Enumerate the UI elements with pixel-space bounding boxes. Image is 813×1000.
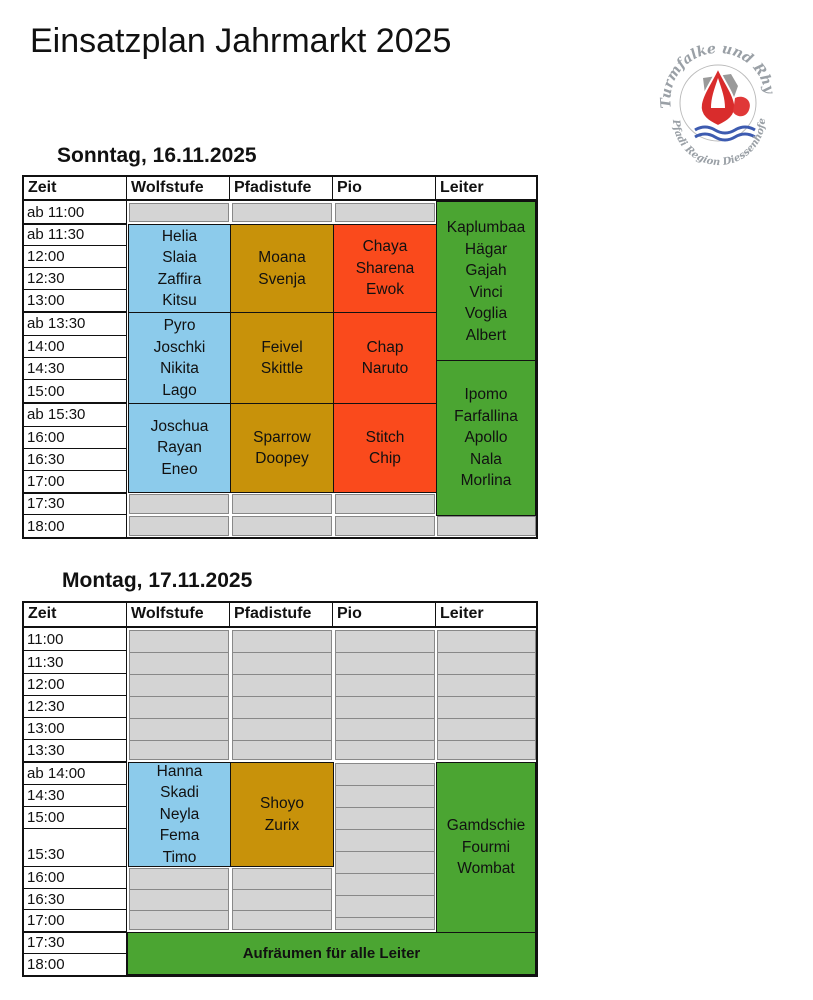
person-name: Stitch: [365, 428, 405, 446]
person-name: Slaia: [162, 249, 197, 266]
time-cell: ab 14:00: [24, 762, 127, 785]
leiter-shift-block: [436, 201, 536, 362]
time-cell: 13:00: [24, 718, 127, 740]
time-cell: 15:00: [24, 380, 127, 403]
time-cell: 15:30: [24, 829, 127, 867]
empty-cell: [335, 763, 435, 930]
empty-cell: [437, 516, 536, 536]
leiter-shift-block: [436, 360, 536, 516]
person-name: Hanna: [156, 762, 203, 780]
empty-cell: [129, 516, 229, 536]
logo-emblem-icon: [643, 38, 793, 168]
person-name: Joschua: [150, 417, 209, 435]
person-name: Gajah: [465, 262, 507, 279]
time-cell: 18:00: [24, 954, 127, 975]
empty-cell: [335, 203, 435, 222]
leiter-shift-block: [436, 762, 536, 933]
empty-cell: [232, 203, 332, 222]
person-name: Sparrow: [253, 428, 311, 446]
time-cell: 12:00: [24, 246, 127, 268]
time-cell: 16:00: [24, 427, 127, 449]
col-header-leiter: Leiter: [436, 177, 536, 201]
person-name: Nikita: [160, 360, 199, 377]
empty-cell: [232, 630, 332, 760]
time-cell: 14:00: [24, 336, 127, 358]
person-name: Shoyo: [260, 795, 304, 812]
person-name: Morlina: [460, 472, 512, 490]
pfadi-shift-block: [230, 403, 334, 493]
col-header-pio: Pio: [333, 177, 436, 201]
col-header-wolfstufe: Wolfstufe: [127, 177, 230, 201]
time-cell: 14:30: [24, 785, 127, 807]
sunday-table: [22, 175, 538, 539]
time-cell: 11:00: [24, 628, 127, 651]
person-name: Joschki: [153, 338, 206, 356]
person-name: Apollo: [464, 429, 508, 447]
time-cell: 11:30: [24, 651, 127, 674]
pio-shift-block: [333, 312, 437, 404]
svg-text:Pfadi Region Diessenhofen: Pfadi Region Diessenhofe: [669, 117, 769, 168]
person-name: Fema: [159, 827, 200, 845]
divider: [24, 311, 127, 313]
person-name: Skittle: [260, 360, 304, 377]
person-name: Voglia: [464, 305, 508, 322]
scout-logo: [643, 38, 793, 168]
person-name: Neyla: [159, 805, 200, 823]
col-header-leiter: Leiter: [436, 603, 536, 628]
pfadi-shift-block: [230, 312, 334, 404]
time-cell: 18:00: [24, 515, 127, 537]
page-title: Einsatzplan Jahrmarkt 2025: [30, 22, 452, 60]
divider: [24, 402, 127, 404]
time-cell: 17:30: [24, 932, 127, 954]
cleanup-block: [127, 932, 536, 975]
wolf-shift-block: [128, 403, 231, 493]
empty-cell: [232, 516, 332, 536]
person-name: Lago: [162, 381, 197, 399]
person-name: Farfallina: [454, 407, 518, 425]
person-name: Helia: [161, 227, 198, 245]
empty-cell: [335, 494, 435, 514]
person-name: Feivel: [261, 338, 303, 356]
time-cell: 16:30: [24, 889, 127, 910]
time-cell: 17:00: [24, 471, 127, 493]
col-header-wolfstufe: Wolfstufe: [127, 603, 230, 628]
empty-cell: [335, 630, 435, 760]
person-name: Rayan: [157, 439, 202, 457]
monday-table: [22, 601, 538, 977]
pio-shift-block: [333, 224, 437, 313]
col-header-zeit: Zeit: [24, 603, 127, 628]
time-cell: 12:30: [24, 268, 127, 290]
time-cell: ab 15:30: [24, 403, 127, 427]
empty-cell: [129, 494, 229, 514]
time-cell: ab 11:00: [24, 201, 127, 224]
person-name: Ipomo: [464, 386, 508, 404]
person-name: Kaplumbaa: [446, 219, 526, 236]
person-name: Gamdschie: [446, 817, 526, 835]
divider: [24, 492, 127, 494]
person-name: Vinci: [469, 283, 503, 301]
person-name: Moana: [258, 249, 306, 266]
col-header-pfadistufe: Pfadistufe: [230, 177, 333, 201]
person-name: Pyro: [163, 317, 196, 334]
person-name: Nala: [470, 450, 502, 468]
time-cell: 16:30: [24, 449, 127, 471]
empty-cell: [129, 203, 229, 222]
person-name: Chip: [369, 450, 401, 467]
person-name: Eneo: [161, 460, 198, 478]
pio-shift-block: [333, 403, 437, 493]
time-cell: 12:00: [24, 674, 127, 696]
pfadi-shift-block: [230, 224, 334, 313]
empty-cell: [437, 630, 536, 760]
sunday-heading: Sonntag, 16.11.2025: [57, 144, 257, 167]
col-header-pio: Pio: [333, 603, 436, 628]
person-name: Sharena: [355, 259, 415, 277]
empty-cell: [232, 494, 332, 514]
person-name: Albert: [465, 326, 507, 344]
divider: [24, 223, 127, 225]
person-name: Timo: [162, 848, 197, 866]
person-name: Zaffira: [157, 270, 202, 288]
person-name: Chap: [366, 338, 404, 356]
wolf-shift-block: [128, 224, 231, 313]
col-header-zeit: Zeit: [24, 177, 127, 201]
time-cell: 17:30: [24, 493, 127, 515]
empty-cell: [232, 868, 332, 930]
person-name: Hägar: [464, 240, 508, 258]
wolf-shift-block: [128, 762, 231, 867]
time-cell: 13:00: [24, 290, 127, 312]
cleanup-label: Aufräumen für alle Leiter: [242, 944, 421, 962]
divider: [24, 931, 127, 933]
time-cell: ab 11:30: [24, 224, 127, 246]
divider: [24, 761, 127, 763]
empty-cell: [335, 516, 435, 536]
person-name: Ewok: [366, 281, 404, 299]
person-name: Wombat: [457, 860, 515, 878]
person-name: Skadi: [160, 784, 199, 802]
empty-cell: [129, 868, 229, 930]
time-cell: 14:30: [24, 358, 127, 380]
person-name: Naruto: [361, 360, 409, 377]
person-name: Zurix: [264, 816, 300, 834]
time-cell: 16:00: [24, 867, 127, 889]
person-name: Svenja: [258, 270, 306, 288]
time-cell: 15:00: [24, 807, 127, 829]
wolf-shift-block: [128, 312, 231, 404]
empty-cell: [129, 630, 229, 760]
col-header-pfadistufe: Pfadistufe: [230, 603, 333, 628]
time-cell: 12:30: [24, 696, 127, 718]
pfadi-shift-block: [230, 762, 334, 867]
person-name: Fourmi: [461, 838, 511, 856]
person-name: Doopey: [255, 450, 309, 467]
monday-heading: Montag, 17.11.2025: [62, 569, 253, 592]
svg-text:Turmfalke und Rhy: Turmfalke und Rhy: [658, 40, 778, 109]
time-cell: 17:00: [24, 910, 127, 932]
time-cell: 13:30: [24, 740, 127, 762]
time-cell: ab 13:30: [24, 312, 127, 336]
person-name: Chaya: [362, 238, 408, 256]
person-name: Kitsu: [162, 292, 197, 309]
